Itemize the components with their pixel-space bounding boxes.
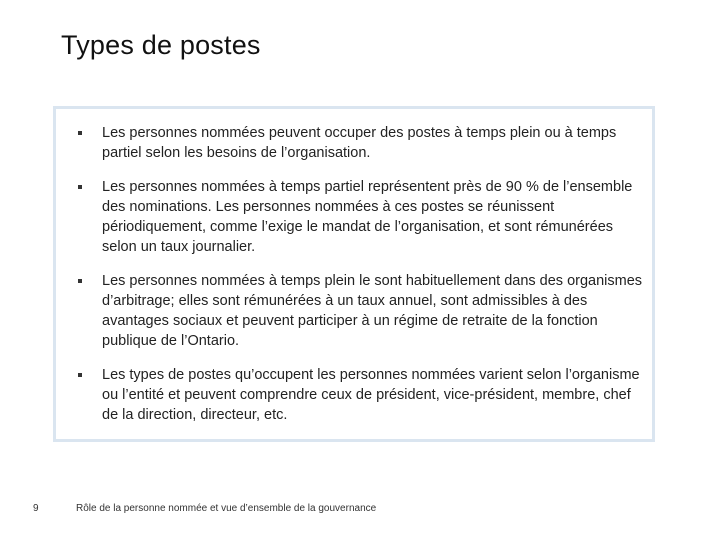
bullet-text: Les personnes nommées peuvent occuper des postes à temps plein ou à temps partiel selon les besoins de l’organisation. <box>102 125 617 161</box>
square-bullet-icon <box>78 373 82 377</box>
square-bullet-icon <box>78 185 82 189</box>
bullet-item <box>78 271 644 351</box>
square-bullet-icon <box>78 131 82 135</box>
bullet-list <box>78 123 644 439</box>
page-number: 9 <box>33 503 39 514</box>
square-bullet-icon <box>78 279 82 283</box>
bullet-text: Les personnes nommées à temps plein le sont habituellement dans des organismes d’arbitrage; elles sont rémunérées à un taux annuel, sont admissibles à des avantages sociaux et peuvent participer à un régime de retraite de la fonction publique de l’Ontario. <box>102 273 643 349</box>
bullet-text: Les types de postes qu’occupent les personnes nommées varient selon l’organisme ou l’entité et peuvent comprendre ceux de président, vice-président, membre, chef de la direction, directeur, etc. <box>102 367 640 423</box>
content-box <box>53 106 655 442</box>
slide-title: Types de postes <box>61 30 261 60</box>
footer-text: Rôle de la personne nommée et vue d’ensemble de la gouvernance <box>76 503 377 514</box>
bullet-item <box>78 177 644 257</box>
bullet-item <box>78 123 644 163</box>
bullet-text: Les personnes nommées à temps partiel représentent près de 90 % de l’ensemble des nominations. Les personnes nommées à ces postes se réunissent périodiquement, comme l’exige le mandat de l’organisation, et sont rémunérées selon un taux journalier. <box>102 179 633 255</box>
bullet-item <box>78 365 644 425</box>
